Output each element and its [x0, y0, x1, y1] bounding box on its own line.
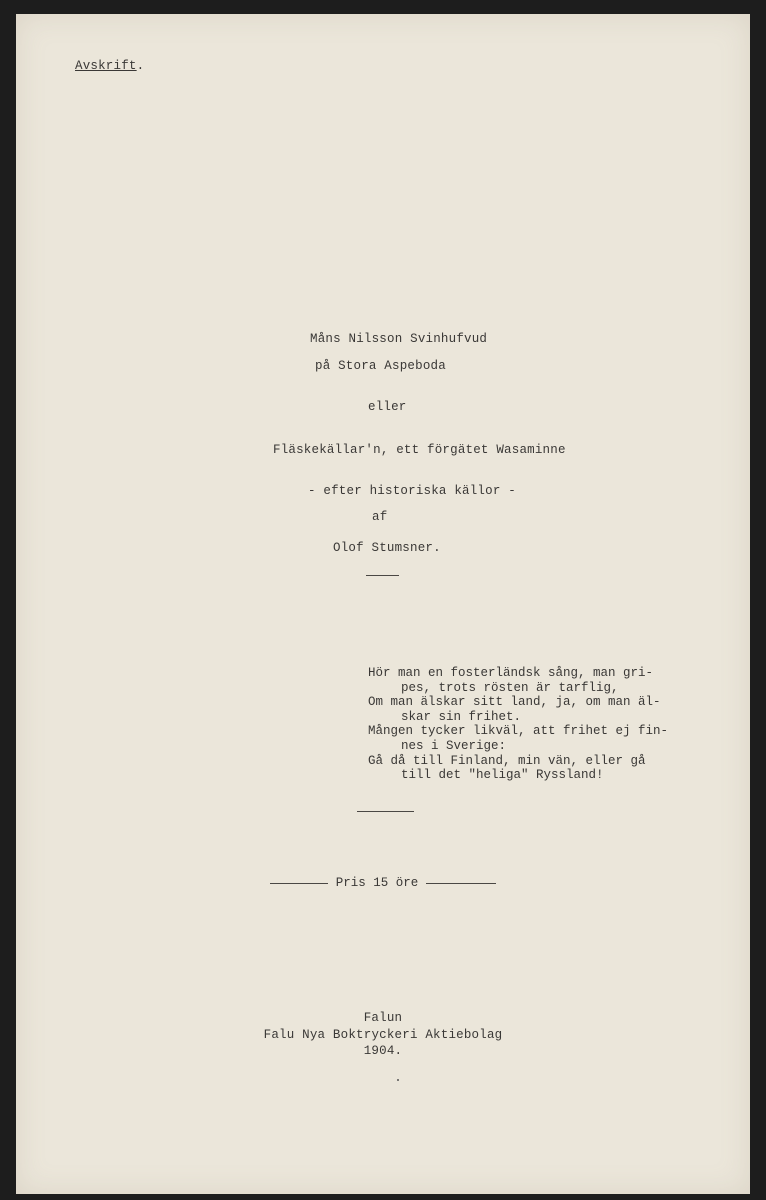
poem-line: skar sin frihet.	[401, 709, 522, 724]
price-text: Pris 15 öre	[335, 876, 419, 890]
document-page	[16, 14, 750, 1194]
title-line-2: på Stora Aspeboda	[315, 359, 446, 373]
poem-line: pes, trots rösten är tarflig,	[401, 680, 619, 695]
title-line-6: af	[372, 510, 388, 524]
imprint-city: Falun	[363, 1011, 403, 1025]
poem-divider	[357, 811, 414, 812]
title-line-3: eller	[368, 400, 407, 414]
poem-line: till det "heliga" Ryssland!	[401, 768, 604, 783]
price-rule-left	[270, 883, 328, 884]
poem-line: Om man älskar sitt land, ja, om man äl-	[368, 695, 661, 710]
author-name: Olof Stumsner.	[333, 541, 441, 555]
title-line-1: Måns Nilsson Svinhufvud	[310, 332, 488, 346]
poem-line: Mången tycker likväl, att frihet ej fin-	[368, 724, 669, 739]
title-line-4: Fläskekällar'n, ett förgätet Wasaminne	[273, 443, 566, 457]
poem-line: nes i Sverige:	[401, 738, 507, 753]
paper-speck	[397, 1079, 399, 1081]
poem-epigraph	[368, 666, 668, 783]
header-label-text: Avskrift	[75, 59, 137, 73]
header-label-suffix: .	[136, 59, 145, 73]
header-label	[75, 59, 144, 74]
title-line-5: - efter historiska källor -	[308, 484, 516, 498]
poem-line: Hör man en fosterländsk sång, man gri-	[368, 666, 654, 680]
poem-line: Gå då till Finland, min vän, eller gå	[368, 753, 646, 768]
imprint-publisher: Falu Nya Boktryckeri Aktiebolag	[263, 1028, 503, 1042]
imprint-year: 1904.	[363, 1044, 403, 1058]
title-divider	[366, 575, 399, 576]
price-rule-right	[426, 883, 496, 884]
price-row	[16, 874, 750, 892]
